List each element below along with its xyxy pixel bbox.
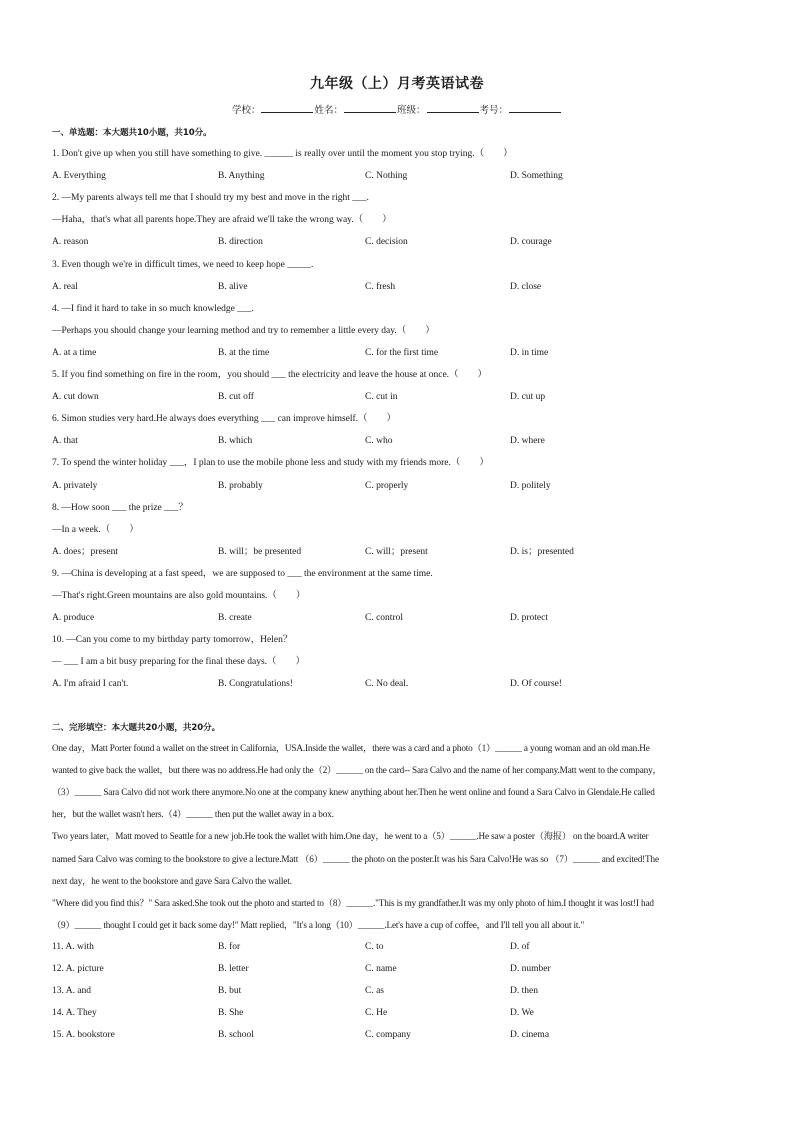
question-text: 8. —How soon ___ the prize ___？ [52, 502, 188, 513]
question-text: 2. —My parents always tell me that I should try my best and move in the right ___. [52, 193, 369, 204]
passage-line: Two years later，Matt moved to Seattle for a new job.He took the wallet with him.One day，he went to a（5）______.He saw a poster（海报） on the board.A writer [52, 831, 649, 842]
answer-option[interactable]: C. control [365, 613, 403, 624]
answer-option[interactable]: D. in time [510, 347, 549, 358]
answer-option[interactable]: D. close [510, 281, 542, 292]
answer-option[interactable] [52, 941, 94, 953]
school-blank[interactable] [261, 103, 313, 113]
option-label: A. and [65, 986, 92, 997]
answer-option[interactable]: D. We [510, 1008, 534, 1019]
answer-option[interactable]: D. of [510, 941, 530, 952]
question-text: 5. If you find something on fire in the room，you should ___ the electricity and leave the house at once.（ ） [52, 370, 488, 380]
question-text: 9. —China is developing at a fast speed，we are supposed to ___ the environment at the same time. [52, 568, 433, 579]
option-label: A. with [65, 941, 94, 952]
passage-line: wanted to give back the wallet，but there was no address.He had only the（2）______ on the card-- Sara Calvo and the name of her company.Matt went to the company， [52, 765, 662, 776]
question-text: 6. Simon studies very hard.He always does everything ___ can improve himself.（ ） [52, 414, 397, 425]
question-text: — ___ I am a bit busy preparing for the final these days.（ ） [52, 657, 306, 668]
option-label: A. They [65, 1008, 97, 1019]
question-text: —Perhaps you should change your learning method and try to remember a little every day.（ ） [52, 325, 435, 336]
name-label: 姓名： [314, 105, 343, 116]
answer-option[interactable]: C. will；present [365, 546, 428, 557]
question-text: —That's right.Green mountains are also gold mountains.（ ） [52, 591, 306, 601]
answer-option[interactable]: C. who [365, 436, 393, 447]
answer-option[interactable]: B. which [218, 436, 253, 447]
passage-line: named Sara Calvo was coming to the bookstore to give a lecture.Matt （6）______ the photo on the poster.It was his Sara Calvo!He was so （7）______ and excited!The [52, 853, 659, 864]
answer-option[interactable]: C. as [365, 986, 384, 997]
question-number: 14. [52, 1008, 66, 1019]
answer-option[interactable] [52, 1007, 97, 1019]
section-2-heading: 二、完形填空：本大题共20小题，共20分。 [52, 723, 221, 733]
answer-option[interactable]: D. protect [510, 613, 548, 624]
answer-option[interactable]: A. cut down [52, 392, 99, 403]
answer-option[interactable]: D. Of course! [510, 679, 562, 690]
answer-option[interactable]: C. properly [365, 480, 409, 491]
answer-option[interactable]: C. No deal. [365, 679, 409, 690]
answer-option[interactable]: D. cut up [510, 392, 546, 403]
passage-line: next day，he went to the bookstore and gave Sara Calvo the wallet. [52, 875, 292, 886]
answer-option[interactable]: B. Congratulations! [218, 679, 293, 690]
question-text: 7. To spend the winter holiday ___，I plan to use the mobile phone less and study with my friends more.（ ） [52, 458, 489, 469]
answer-option[interactable]: B. cut off [218, 392, 254, 403]
answer-option[interactable]: B. for [218, 941, 241, 952]
question-number: 11. [52, 941, 66, 952]
question-text: —Haha，that's what all parents hope.They are afraid we'll take the wrong way.（ ） [52, 215, 392, 226]
number-label: 考号： [479, 105, 509, 116]
answer-option[interactable]: C. name [365, 964, 397, 974]
answer-option[interactable]: A. does；present [52, 546, 118, 557]
answer-option[interactable]: C. decision [365, 237, 408, 248]
passage-line: （9）______ thought I could get it back some day!" Matt replied，"It's a long（10）______.Let's have a cup of coffee，and I'll tell you all about it." [52, 919, 585, 930]
answer-option[interactable]: B. but [218, 986, 242, 997]
answer-option[interactable]: B. letter [218, 964, 249, 974]
answer-option[interactable]: C. fresh [365, 281, 396, 292]
answer-option[interactable]: A. at a time [52, 347, 97, 358]
answer-option[interactable]: D. cinema [510, 1030, 550, 1041]
answer-option[interactable]: A. real [52, 281, 78, 292]
question-number: 15. [52, 1030, 66, 1041]
answer-option[interactable] [52, 963, 104, 975]
answer-option[interactable]: C. Nothing [365, 171, 408, 182]
answer-option[interactable]: C. for the first time [365, 347, 439, 358]
question-text: 4. —I find it hard to take in so much knowledge ___. [52, 303, 254, 314]
question-text: 1. Don't give up when you still have something to give. ______ is really over until the moment you stop trying.（ ） [52, 149, 513, 159]
answer-option[interactable]: A. that [52, 436, 78, 447]
page-title: 九年级（上）月考英语试卷 [310, 76, 484, 92]
passage-line: "Where did you find this？" Sara asked.She took out the photo and started to（8）______."This is my grandfather.It was my only photo of him.I thought it was lost!I had [52, 897, 654, 908]
passage-line: One day，Matt Porter found a wallet on the street in California，USA.Inside the wallet，there was a card and a photo（1）______ a young woman and an old man.He [52, 743, 650, 753]
passage-line: （3）______ Sara Calvo did not work there anymore.No one at the company knew anything about her.Then he went online and found a Sara Calvo in Glendale.He called [52, 787, 655, 798]
answer-option[interactable]: B. Anything [218, 171, 265, 182]
answer-option[interactable] [52, 985, 91, 997]
answer-option[interactable]: B. will；be presented [218, 546, 302, 557]
option-label: A. picture [65, 964, 104, 974]
option-label: A. bookstore [65, 1030, 115, 1041]
answer-option[interactable]: A. privately [52, 480, 98, 491]
answer-option[interactable]: D. then [510, 986, 538, 997]
answer-option[interactable]: B. create [218, 613, 252, 624]
question-text: 3. Even though we're in difficult times, we need to keep hope _____. [52, 259, 314, 270]
number-blank[interactable] [509, 103, 561, 113]
answer-option[interactable] [52, 1029, 115, 1041]
class-blank[interactable] [427, 103, 479, 113]
student-info-line [0, 102, 794, 116]
answer-option[interactable]: B. She [218, 1008, 244, 1019]
class-label: 班级： [397, 105, 426, 116]
answer-option[interactable]: D. courage [510, 237, 552, 248]
question-text: —In a week.（ ） [52, 524, 139, 535]
answer-option[interactable]: D. politely [510, 480, 551, 491]
question-number: 12. [52, 964, 66, 974]
answer-option[interactable]: A. produce [52, 613, 95, 624]
answer-option[interactable]: D. where [510, 436, 545, 447]
answer-option[interactable]: B. at the time [218, 347, 270, 358]
question-text: 10. —Can you come to my birthday party tomorrow，Helen？ [52, 635, 293, 646]
answer-option[interactable]: C. company [365, 1030, 411, 1041]
answer-option[interactable]: B. direction [218, 237, 263, 248]
school-label: 学校： [231, 105, 261, 116]
answer-option[interactable]: C. cut in [365, 392, 398, 403]
answer-option[interactable]: C. He [365, 1008, 388, 1019]
section-1-heading: 一、单选题：本大题共10小题，共10分。 [52, 128, 212, 138]
answer-option[interactable]: B. school [218, 1030, 254, 1041]
answer-option[interactable]: D. number [510, 964, 551, 974]
answer-option[interactable]: D. is；presented [510, 546, 574, 557]
answer-option[interactable]: A. I'm afraid I can't. [52, 679, 129, 690]
answer-option[interactable]: C. to [365, 941, 384, 952]
passage-line: her，but the wallet wasn't hers.（4）______ then put the wallet away in a box. [52, 809, 334, 820]
answer-option[interactable]: B. alive [218, 281, 248, 292]
answer-option[interactable]: A. Everything [52, 171, 106, 182]
name-blank[interactable] [344, 103, 396, 113]
answer-option[interactable]: D. Something [510, 171, 563, 182]
answer-option[interactable]: B. probably [218, 480, 263, 491]
answer-option[interactable]: A. reason [52, 237, 89, 248]
question-number: 13. [52, 986, 66, 997]
